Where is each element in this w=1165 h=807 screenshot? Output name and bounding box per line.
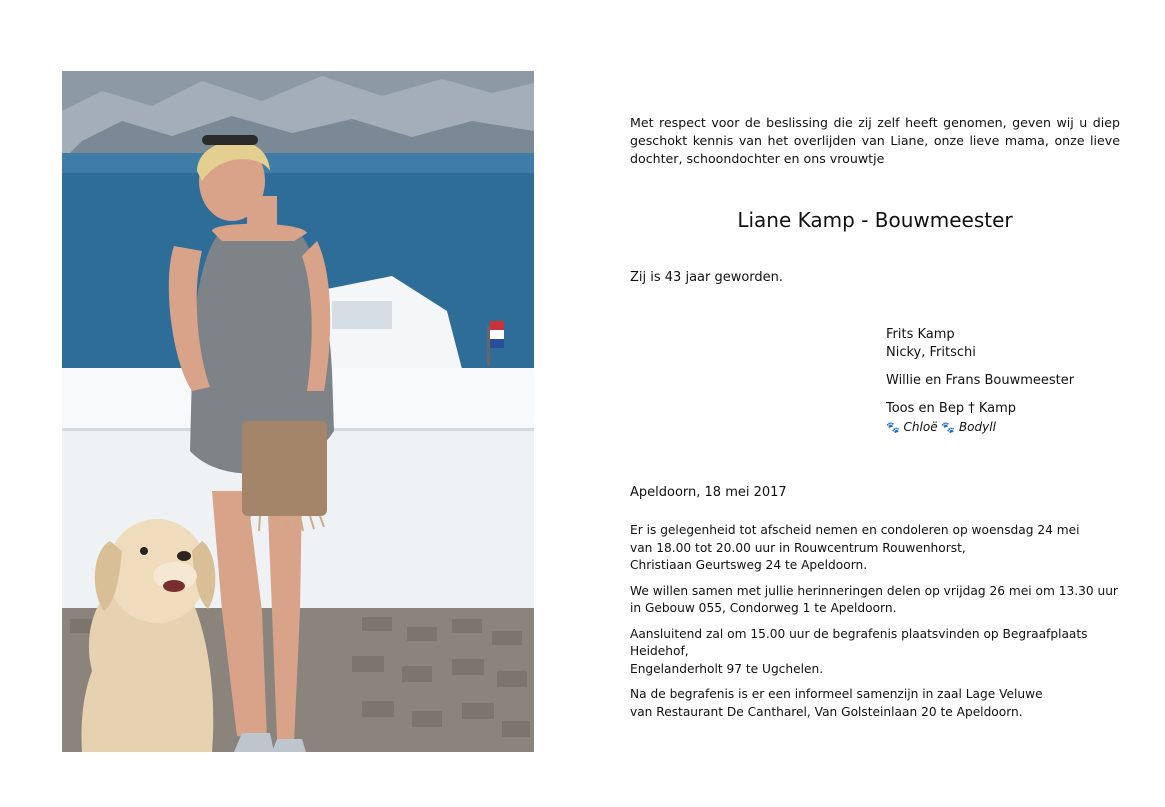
family-line: Nicky, Fritschi: [886, 345, 976, 360]
paw-icon: 🐾: [886, 421, 900, 434]
pet-name: Bodyll: [958, 420, 996, 434]
family-line: Frits Kamp: [886, 327, 955, 342]
paw-icon: 🐾: [941, 421, 956, 434]
intro-block: [630, 114, 1120, 168]
memories-notice: [630, 583, 1130, 618]
family-list: [886, 326, 1074, 437]
funeral-notice: [630, 626, 1130, 679]
notice-line: Er is gelegenheid tot afscheid nemen en condoleren op woensdag 24 mei: [630, 523, 1080, 537]
pets-line: [886, 418, 1074, 437]
memorial-photo: [62, 71, 534, 752]
notice-line: van 18.00 tot 20.00 uur in Rouwcentrum Rouwenhorst,: [630, 540, 966, 555]
age-text: Zij is 43 jaar geworden.: [630, 270, 784, 285]
farewell-notice: [630, 522, 1130, 575]
family-line: Toos en Bep † Kamp: [886, 401, 1017, 416]
pet-name: Chloë: [903, 420, 938, 434]
notice-line: van Restaurant De Cantharel, Van Golsteinlaan 20 te Apeldoorn.: [630, 704, 1023, 719]
gathering-notice: [630, 686, 1130, 721]
notice-line: We willen samen met jullie herinneringen delen op vrijdag 26 mei om 13.30 uur: [630, 583, 1118, 598]
place-date: Apeldoorn, 18 mei 2017: [630, 485, 787, 500]
intro-text: Met respect voor de beslissing die zij zelf heeft genomen, geven wij u diep geschokt kennis van het overlijden van Liane, onze lieve mama, onze lieve dochter, schoondochter en ons vrouwtje: [630, 115, 1120, 166]
family-line: Willie en Frans Bouwmeester: [886, 373, 1075, 388]
notice-line: Aansluitend zal om 15.00 uur de begrafenis plaatsvinden op Begraafplaats Heidehof,: [630, 626, 1088, 658]
deceased-name: Liane Kamp - Bouwmeester: [737, 208, 1013, 232]
notice-line: Na de begrafenis is er een informeel samenzijn in zaal Lage Veluwe: [630, 687, 1043, 701]
notice-line: Engelanderholt 97 te Ugchelen.: [630, 661, 824, 676]
notices-block: [630, 522, 1130, 729]
notice-line: in Gebouw 055, Condorweg 1 te Apeldoorn.: [630, 601, 897, 615]
notice-line: Christiaan Geurtsweg 24 te Apeldoorn.: [630, 558, 868, 572]
